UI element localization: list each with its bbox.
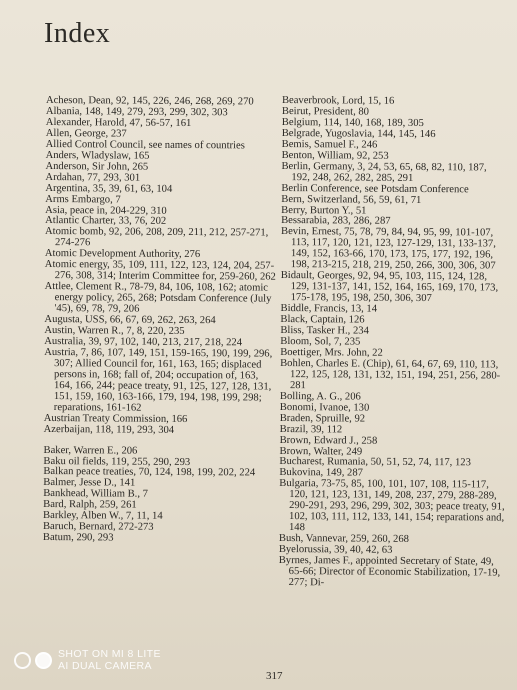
- index-entry: Allen, George, 237: [45, 127, 127, 140]
- index-entry: Byelorussia, 39, 40, 42, 63: [278, 544, 393, 556]
- index-entry: Bessarabia, 283, 286, 287: [281, 215, 391, 228]
- index-column-left: [43, 96, 278, 546]
- watermark-line-1: SHOT ON MI 8 LITE: [58, 648, 161, 660]
- index-entry: Anders, Wladyslaw, 165: [45, 149, 150, 162]
- page-number: 317: [266, 670, 283, 682]
- camera-watermark: [14, 648, 161, 672]
- index-entry: Bankhead, William B., 7: [43, 488, 148, 501]
- index-entry: Bonomi, Ivanoe, 130: [279, 401, 370, 414]
- index-entry: Bidault, Georges, 92, 94, 95, 103, 115, 124, 128, 129, 131-137, 141, 152, 164, 165, 169, 170, 173, 175-178, 195, 198, 250, 306, 307: [280, 270, 499, 305]
- index-entry: Beirut, President, 80: [281, 105, 370, 118]
- index-entry: Boettiger, Mrs. John, 22: [280, 346, 383, 359]
- index-entry: Augusta, USS, 66, 67, 69, 262, 263, 264: [44, 314, 216, 327]
- index-entry: Black, Captain, 126: [280, 314, 365, 326]
- index-entry: Batum, 290, 293: [42, 532, 114, 544]
- index-entry: Balmer, Jesse D., 141: [43, 477, 136, 490]
- index-entry: Braden, Spruille, 92: [279, 412, 366, 425]
- index-entry: Bucharest, Rumania, 50, 51, 52, 74, 117, 123: [279, 456, 471, 469]
- lens-dot-icon: [35, 652, 52, 669]
- index-entry: Atomic Development Authority, 276: [44, 248, 201, 261]
- index-entry: Berry, Burton Y., 51: [281, 204, 367, 217]
- index-entry: Atomic energy, 35, 109, 111, 122, 123, 124, 204, 257-276, 308, 314; Interim Committee for, 259-260, 262: [44, 259, 276, 283]
- index-entry: Bern, Switzerland, 56, 59, 61, 71: [281, 193, 422, 206]
- index-entry: Beaverbrook, Lord, 15, 16: [281, 95, 395, 107]
- page-title: Index: [44, 18, 111, 49]
- index-entry: Byrnes, James F., appointed Secretary of State, 49, 65-66; Director of Economic Stabilization, 17-19, 277; Di-: [278, 555, 501, 589]
- index-entry: Bukovina, 149, 287: [279, 467, 363, 479]
- index-entry: Atomic bomb, 92, 206, 208, 209, 211, 212, 257-271, 274-276: [45, 226, 269, 249]
- index-entry: Balkan peace treaties, 70, 124, 198, 199, 202, 224: [43, 466, 256, 479]
- index-entry: Acheson, Dean, 92, 145, 226, 246, 268, 269, 270: [45, 95, 254, 108]
- index-entry: Albania, 148, 149, 279, 293, 299, 302, 303: [45, 105, 228, 119]
- index-entry: Berlin, Germany, 3, 24, 53, 65, 68, 82, 110, 187, 192, 248, 262, 282, 285, 291: [281, 160, 487, 184]
- index-entry: Austin, Warren R., 7, 8, 220, 235: [44, 325, 185, 337]
- index-entry: Belgium, 114, 140, 168, 189, 305: [281, 116, 424, 129]
- index-entry: Allied Control Council, see names of countries: [45, 138, 245, 152]
- index-entry: Bohlen, Charles E. (Chip), 61, 64, 67, 69, 110, 113, 122, 125, 128, 131, 132, 151, 194, 251, 256, 280-281: [280, 357, 501, 391]
- camera-logo-icon: [14, 652, 52, 669]
- index-entry: Baruch, Bernard, 272-273: [42, 521, 154, 533]
- index-entry: Azerbaijan, 118, 119, 293, 304: [43, 423, 175, 436]
- index-column-right: [279, 96, 508, 590]
- index-entry: Ardahan, 77, 293, 301: [45, 171, 141, 184]
- index-entry: Brown, Edward J., 258: [279, 434, 378, 447]
- index-entry: Baker, Warren E., 206: [43, 444, 138, 457]
- index-entry: Argentina, 35, 39, 61, 63, 104: [45, 182, 173, 195]
- index-entry: Anderson, Sir John, 265: [45, 160, 149, 173]
- index-entry: Bliss, Tasker H., 234: [280, 325, 369, 337]
- index-entry: Bolling, A. G., 206: [279, 390, 361, 403]
- index-entry: Brown, Walter, 249: [279, 445, 363, 458]
- index-entry: Benton, William, 92, 253: [281, 149, 389, 162]
- index-entry: Bloom, Sol, 7, 235: [280, 335, 361, 348]
- lens-ring-icon: [14, 652, 31, 669]
- index-entry: Berlin Conference, see Potsdam Conference: [281, 182, 469, 195]
- index-entry: Asia, peace in, 204-229, 310: [45, 204, 167, 217]
- index-entry: Baku oil fields, 119, 255, 290, 293: [43, 455, 191, 468]
- index-entry: Austria, 7, 86, 107, 149, 151, 159-165, 190, 199, 296, 307; Allied Council for, 161, 163, 165; displaced persons in, 168; fall of, 204; occupation of, 163, 164, 166, 244; peace treaty, 91, 125, 127, 128, 131, 151, 159, 160, 163-166, 179, 194, 198, 199, 298; reparations, 161-162: [44, 346, 273, 414]
- index-entry: Australia, 39, 97, 102, 140, 213, 217, 218, 224: [44, 335, 243, 349]
- index-entry: Bevin, Ernest, 75, 78, 79, 84, 94, 95, 99, 101-107, 113, 117, 120, 121, 123, 127-129, 131, 133-137, 149, 152, 163-66, 170, 173, 175, 177, 192, 196, 198, 213-215, 218, 219, 250, 266, 300, 306, 307: [281, 226, 496, 272]
- index-entry: Biddle, Francis, 13, 14: [280, 303, 378, 315]
- index-entry: Austrian Treaty Commission, 166: [43, 412, 188, 425]
- index-entry: Bulgaria, 73-75, 85, 100, 101, 107, 108, 115-117, 120, 121, 123, 131, 149, 208, 237, 279, 288-289, 290-291, 293, 296, 299, 302, 303; peace treaty, 91, 102, 103, 111, 112, 133, 141, 154; reparations and, 148: [279, 478, 505, 534]
- watermark-text: [58, 648, 161, 672]
- index-entry: Attlee, Clement R., 78-79, 84, 106, 108, 162; atomic energy policy, 265, 268; Potsdam Conference (July '45), 69, 78, 79, 206: [44, 281, 272, 315]
- index-entry: Bard, Ralph, 259, 261: [43, 499, 137, 511]
- index-entry: Alexander, Harold, 47, 56-57, 161: [45, 116, 192, 129]
- watermark-line-2: AI DUAL CAMERA: [58, 660, 152, 672]
- index-entry: Barkley, Alben W., 7, 11, 14: [43, 510, 163, 523]
- index-entry: Belgrade, Yugoslavia, 144, 145, 146: [281, 127, 436, 140]
- index-entry: Bush, Vannevar, 259, 260, 268: [278, 533, 409, 546]
- index-entry: Atlantic Charter, 33, 76, 202: [45, 215, 167, 228]
- index-entry: Bemis, Samuel F., 246: [281, 138, 378, 151]
- index-entry: Arms Embargo, 7: [45, 193, 121, 206]
- index-entry: Brazil, 39, 112: [279, 423, 343, 436]
